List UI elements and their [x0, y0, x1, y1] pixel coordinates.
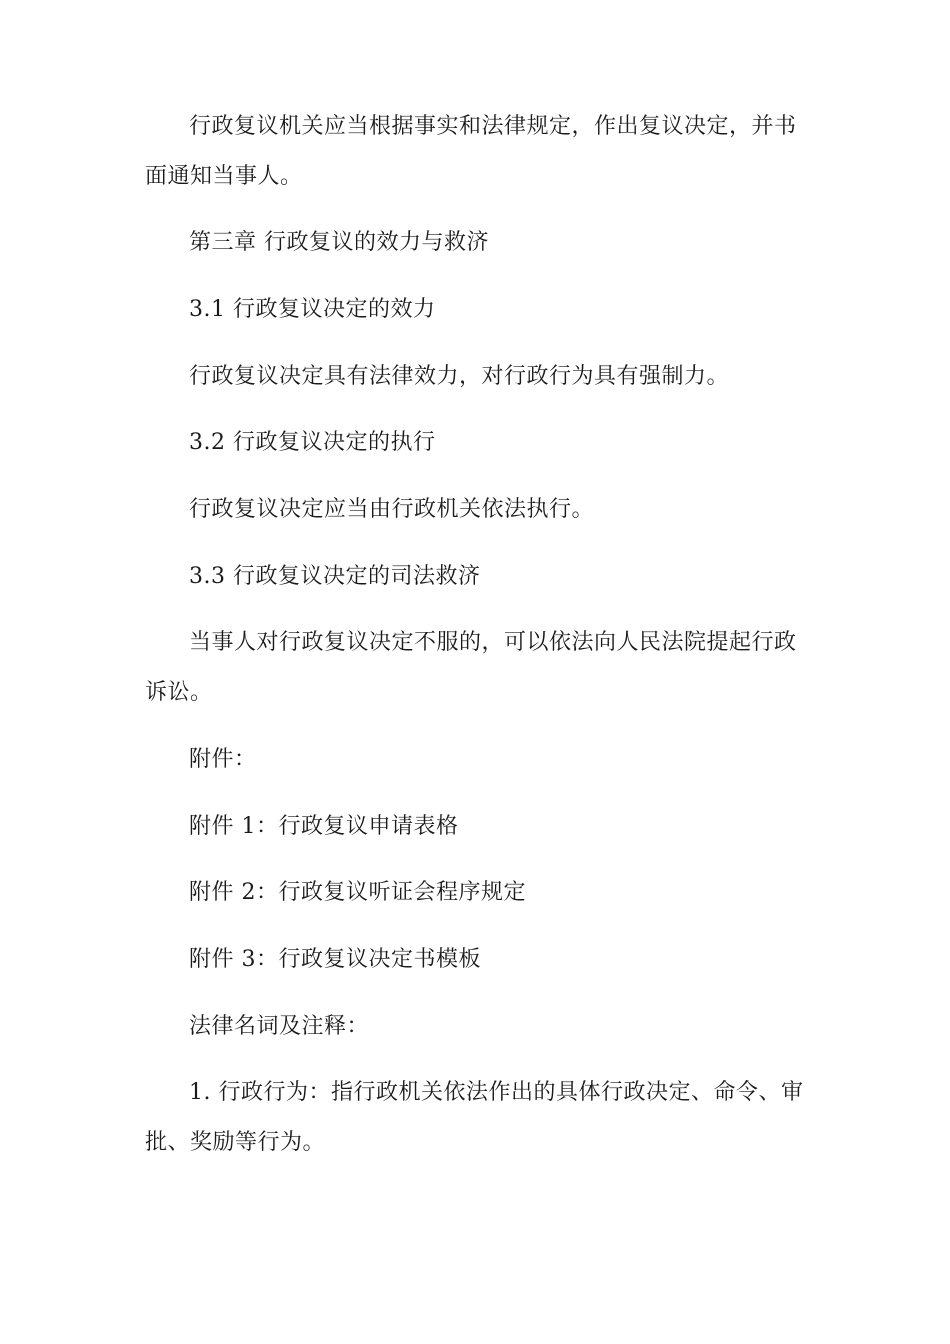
section-heading-3-3: 3.3 行政复议决定的司法救济 — [189, 564, 481, 589]
section-heading-3-2: 3.2 行政复议决定的执行 — [189, 430, 436, 455]
attachment-3: 附件 3：行政复议决定书模板 — [189, 947, 481, 972]
glossary-heading: 法律名词及注释： — [189, 1014, 370, 1039]
chapter-heading: 第三章 行政复议的效力与救济 — [189, 230, 489, 255]
attachment-1: 附件 1：行政复议申请表格 — [189, 814, 459, 839]
section-heading-3-1: 3.1 行政复议决定的效力 — [189, 297, 436, 322]
paragraph-judicial-remedy: 当事人对行政复议决定不服的，可以依法向人民法院提起行政诉讼。 — [145, 630, 797, 705]
paragraph-review-decision: 行政复议机关应当根据事实和法律规定，作出复议决定，并书面通知当事人。 — [145, 114, 797, 189]
paragraph-effect: 行政复议决定具有法律效力，对行政行为具有强制力。 — [189, 364, 730, 389]
glossary-item-1: 1. 行政行为：指行政机关依法作出的具体行政决定、命令、审批、奖励等行为。 — [145, 1080, 804, 1155]
attachments-heading: 附件： — [189, 747, 257, 772]
attachment-2: 附件 2：行政复议听证会程序规定 — [189, 880, 526, 905]
paragraph-execution: 行政复议决定应当由行政机关依法执行。 — [189, 497, 595, 522]
